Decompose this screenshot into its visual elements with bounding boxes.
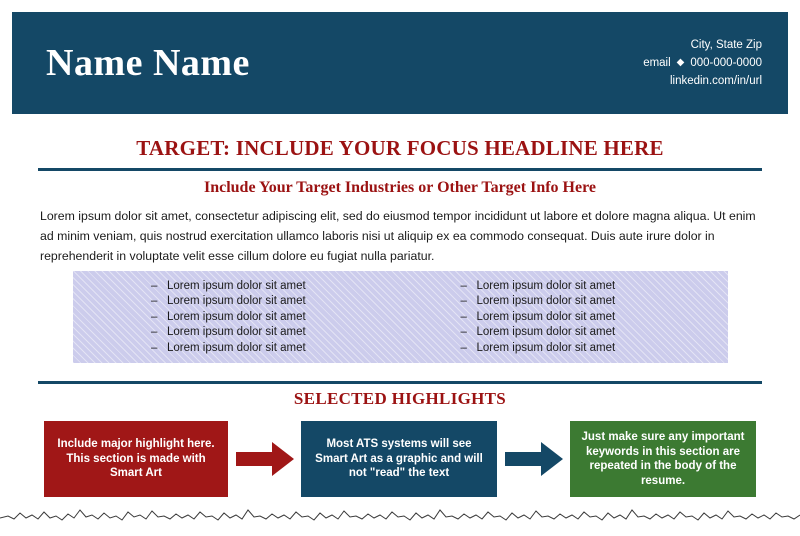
smartart-box-2: Most ATS systems will see Smart Art as a graphic and will not "read" the text: [301, 421, 497, 497]
page-title: Name Name: [46, 42, 250, 84]
list-item-label: Lorem ipsum dolor sit amet: [167, 310, 306, 323]
list-item: [151, 294, 401, 309]
contact-location: City, State Zip: [690, 38, 762, 51]
list-item: [461, 279, 729, 294]
footer-squiggle-decoration: [0, 488, 800, 530]
smartart-box-3: Just make sure any important keywords in this section are repeated in the body of the resume.: [570, 421, 756, 497]
list-item: [151, 279, 401, 294]
keyword-column-left: [73, 279, 401, 355]
list-item-label: Lorem ipsum dolor sit amet: [476, 326, 616, 339]
list-item-label: Lorem ipsum dolor sit amet: [476, 295, 616, 308]
contact-email-label: email: [643, 57, 671, 70]
list-item: [461, 325, 729, 340]
dash-icon: –: [151, 295, 158, 308]
dash-icon: –: [460, 295, 467, 308]
list-item-label: Lorem ipsum dolor sit amet: [167, 326, 306, 339]
contact-email-phone: [643, 54, 762, 72]
list-item: [461, 341, 729, 356]
contact-phone: 000-000-0000: [690, 57, 762, 70]
dash-icon: –: [460, 310, 467, 323]
target-subheadline: Include Your Target Industries or Other Target Info Here: [203, 179, 597, 196]
section-title-highlights: SELECTED HIGHLIGHTS: [293, 389, 507, 408]
dash-icon: –: [460, 326, 467, 339]
dash-icon: –: [460, 341, 467, 354]
dash-icon: –: [151, 310, 158, 323]
divider-top: [38, 168, 762, 171]
list-item: [461, 294, 729, 309]
dash-icon: –: [151, 326, 158, 339]
header-band: [12, 12, 788, 114]
diamond-icon: ◆: [676, 56, 685, 68]
divider-middle: [38, 381, 762, 384]
dash-icon: –: [460, 280, 467, 292]
list-item: [461, 310, 729, 325]
list-item-label: Lorem ipsum dolor sit amet: [167, 295, 306, 308]
summary-paragraph: Lorem ipsum dolor sit amet, consectetur adipiscing elit, sed do eiusmod tempor incididunt ut labore et dolore magna aliqua. Ut enim ad minim veniam, quis nostrud exercitation ullamco laboris nisi ut aliquip ex ea commodo consequat. Duis aute irure dolor in reprehenderit in voluptate velit esse cillum dolore eu fugiat nulla pariatur.: [40, 209, 756, 263]
list-item-label: Lorem ipsum dolor sit amet: [167, 280, 306, 292]
dash-icon: –: [151, 280, 158, 292]
keyword-box: [73, 271, 728, 363]
arrow-blue-icon: [497, 439, 570, 479]
list-item-label: Lorem ipsum dolor sit amet: [476, 341, 616, 354]
arrow-red-icon: [228, 439, 301, 479]
target-headline: TARGET: INCLUDE YOUR FOCUS HEADLINE HERE: [136, 136, 664, 160]
list-item-label: Lorem ipsum dolor sit amet: [167, 341, 306, 354]
list-item: [151, 341, 401, 356]
keyword-column-right: [401, 279, 729, 355]
contact-block: [643, 36, 762, 90]
contact-linkedin[interactable]: linkedin.com/in/url: [669, 75, 762, 88]
smartart-process: [44, 419, 756, 499]
dash-icon: –: [151, 341, 158, 354]
list-item: [151, 310, 401, 325]
list-item-label: Lorem ipsum dolor sit amet: [476, 310, 616, 323]
smartart-box-1: Include major highlight here. This section is made with Smart Art: [44, 421, 228, 497]
list-item: [151, 325, 401, 340]
list-item-label: Lorem ipsum dolor sit amet: [476, 280, 616, 292]
